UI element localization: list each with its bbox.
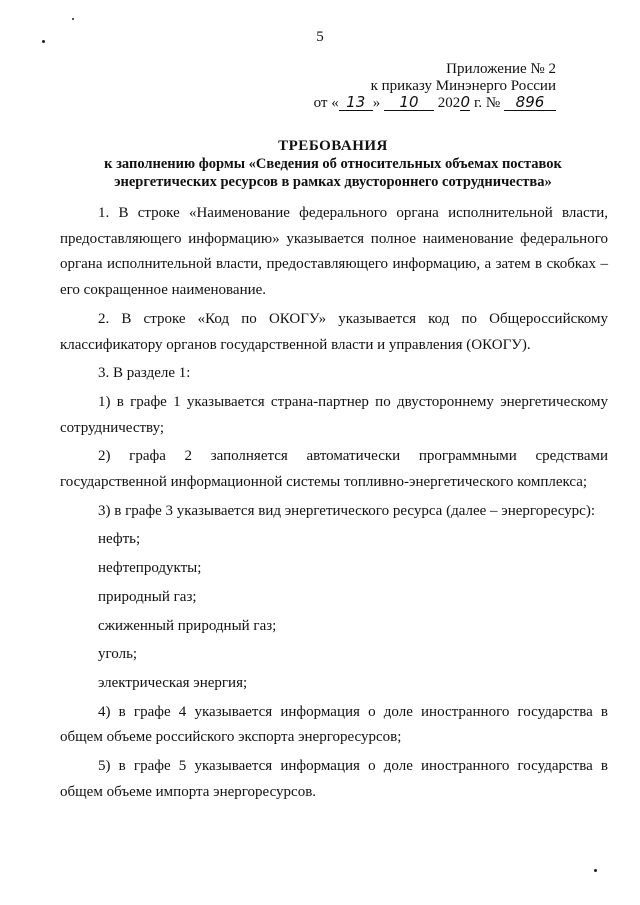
paragraph: 1. В строке «Наименование федерального органа исполнительной власти, предоставляющего информацию» указывается полное наименование федерального органа исполнительной власти, предоставляющего информацию, а затем в скобках – его сокращенное наименование. — [60, 205, 608, 299]
handwritten-day: 13 — [339, 95, 373, 111]
document-title: ТРЕБОВАНИЯ — [278, 138, 388, 154]
annex-date-line — [314, 95, 556, 112]
scan-speck — [594, 869, 597, 872]
handwritten-month: 10 — [384, 95, 434, 111]
document-subtitle-line-1: к заполнению формы «Сведения об относительных объемах поставок — [104, 156, 562, 172]
paragraph: 3) в графе 3 указывается вид энергетического ресурса (далее – энергоресурс): — [98, 502, 595, 519]
list-item: сжиженный природный газ; — [98, 617, 277, 634]
year-suffix: г. № — [470, 95, 504, 111]
list-item: уголь; — [98, 646, 138, 663]
list-item: нефтепродукты; — [98, 560, 202, 577]
annex-header — [314, 61, 556, 112]
document-subtitle-line-2: энергетических ресурсов в рамках двустороннего сотрудничества» — [114, 174, 552, 190]
annex-order-ref: к приказу Минэнерго России — [370, 78, 556, 94]
year-prefix: 202 — [437, 95, 461, 111]
scan-speck — [72, 18, 74, 20]
paragraph: 3. В разделе 1: — [98, 365, 191, 382]
handwritten-year-digit: 0 — [460, 93, 470, 111]
date-prefix: от « — [313, 95, 339, 111]
document-body — [60, 201, 608, 808]
paragraph: 2) графа 2 заполняется автоматически программными средствами государственной информационной системы топливно-энергетического комплекса; — [60, 448, 608, 491]
document-title-block — [60, 137, 606, 191]
list-item: нефть; — [98, 531, 141, 548]
handwritten-order-number: 896 — [504, 95, 556, 111]
paragraph: 1) в графе 1 указывается страна-партнер по двустороннему энергетическому сотрудничеству; — [60, 393, 608, 436]
paragraph: 2. В строке «Код по ОКОГУ» указывается код по Общероссийскому классификатору органов государственной власти и управления (ОКОГУ). — [60, 310, 608, 353]
list-item: природный газ; — [98, 588, 197, 605]
paragraph: 5) в графе 5 указывается информация о доле иностранного государства в общем объеме импорта энергоресурсов. — [60, 758, 608, 800]
annex-title: Приложение № 2 — [446, 61, 556, 77]
date-close: » — [372, 95, 381, 111]
paragraph: 4) в графе 4 указывается информация о доле иностранного государства в общем объеме российского экспорта энергоресурсов; — [60, 703, 608, 746]
list-item: электрическая энергия; — [98, 674, 248, 691]
page-number: 5 — [316, 29, 324, 45]
